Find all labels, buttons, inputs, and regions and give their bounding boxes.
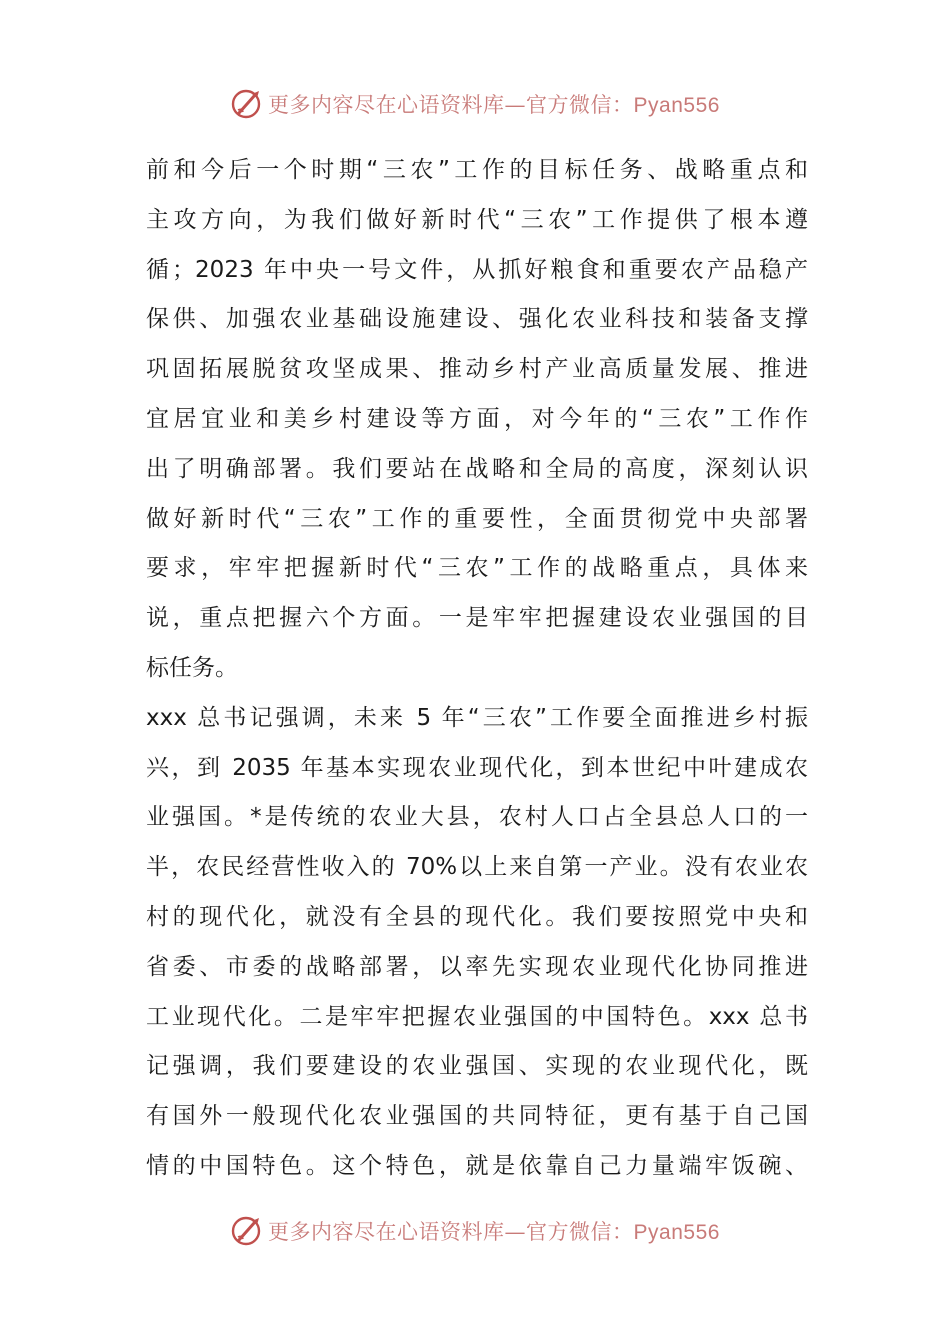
text-line: xxx 总书记强调，未来 5 年“三农”工作要全面推进乡村振 bbox=[146, 704, 808, 731]
header-banner bbox=[0, 84, 950, 124]
header-wechat-id: Pyan556 bbox=[633, 94, 720, 117]
pen-logo-icon bbox=[230, 87, 264, 121]
footer-banner-text: 更多内容尽在心语资料库—官方微信： bbox=[268, 1220, 634, 1244]
text-line: 情的中国特色。这个特色，就是依靠自己力量端牢饭碗、 bbox=[146, 1152, 808, 1179]
pen-logo-icon bbox=[230, 1214, 264, 1248]
text-line: 村的现代化，就没有全县的现代化。我们要按照党中央和 bbox=[146, 903, 808, 930]
text-line: 做好新时代“三农”工作的重要性，全面贯彻党中央部署 bbox=[146, 505, 808, 532]
footer-wechat-id: Pyan556 bbox=[633, 1221, 720, 1244]
footer-banner bbox=[0, 1211, 950, 1251]
header-banner-text: 更多内容尽在心语资料库—官方微信： bbox=[268, 93, 634, 117]
text-line: 要求，牢牢把握新时代“三农”工作的战略重点，具体来 bbox=[146, 555, 808, 582]
text-line: 兴，到 2035 年基本实现农业现代化，到本世纪中叶建成农 bbox=[146, 754, 808, 781]
text-line: 半，农民经营性收入的 70%以上来自第一产业。没有农业农 bbox=[146, 854, 808, 881]
text-line: 省委、市委的战略部署，以率先实现农业现代化协同推进 bbox=[146, 953, 808, 980]
text-line: 说，重点把握六个方面。一是牢牢把握建设农业强国的目 bbox=[146, 605, 808, 632]
body-text bbox=[146, 146, 808, 1192]
text-line: 循；2023 年中央一号文件，从抓好粮食和重要农产品稳产 bbox=[146, 256, 808, 283]
text-line: 前和今后一个时期“三农”工作的目标任务、战略重点和 bbox=[146, 157, 808, 183]
text-line: 出了明确部署。我们要站在战略和全局的高度，深刻认识 bbox=[146, 455, 808, 482]
text-line: 记强调，我们要建设的农业强国、实现的农业现代化，既 bbox=[146, 1053, 808, 1080]
text-line: 标任务。 bbox=[146, 654, 238, 681]
text-line: 保供、加强农业基础设施建设、强化农业科技和装备支撑 bbox=[146, 306, 808, 333]
text-line: 宜居宜业和美乡村建设等方面，对今年的“三农”工作作 bbox=[146, 405, 808, 432]
text-line: 主攻方向，为我们做好新时代“三农”工作提供了根本遵 bbox=[146, 206, 808, 233]
text-line: 业强国。*是传统的农业大县，农村人口占全县总人口的一 bbox=[146, 804, 808, 831]
text-line: 有国外一般现代化农业强国的共同特征，更有基于自己国 bbox=[146, 1103, 808, 1130]
text-line: 工业现代化。二是牢牢把握农业强国的中国特色。xxx 总书 bbox=[146, 1003, 808, 1030]
text-line: 巩固拓展脱贫攻坚成果、推动乡村产业高质量发展、推进 bbox=[146, 356, 808, 383]
